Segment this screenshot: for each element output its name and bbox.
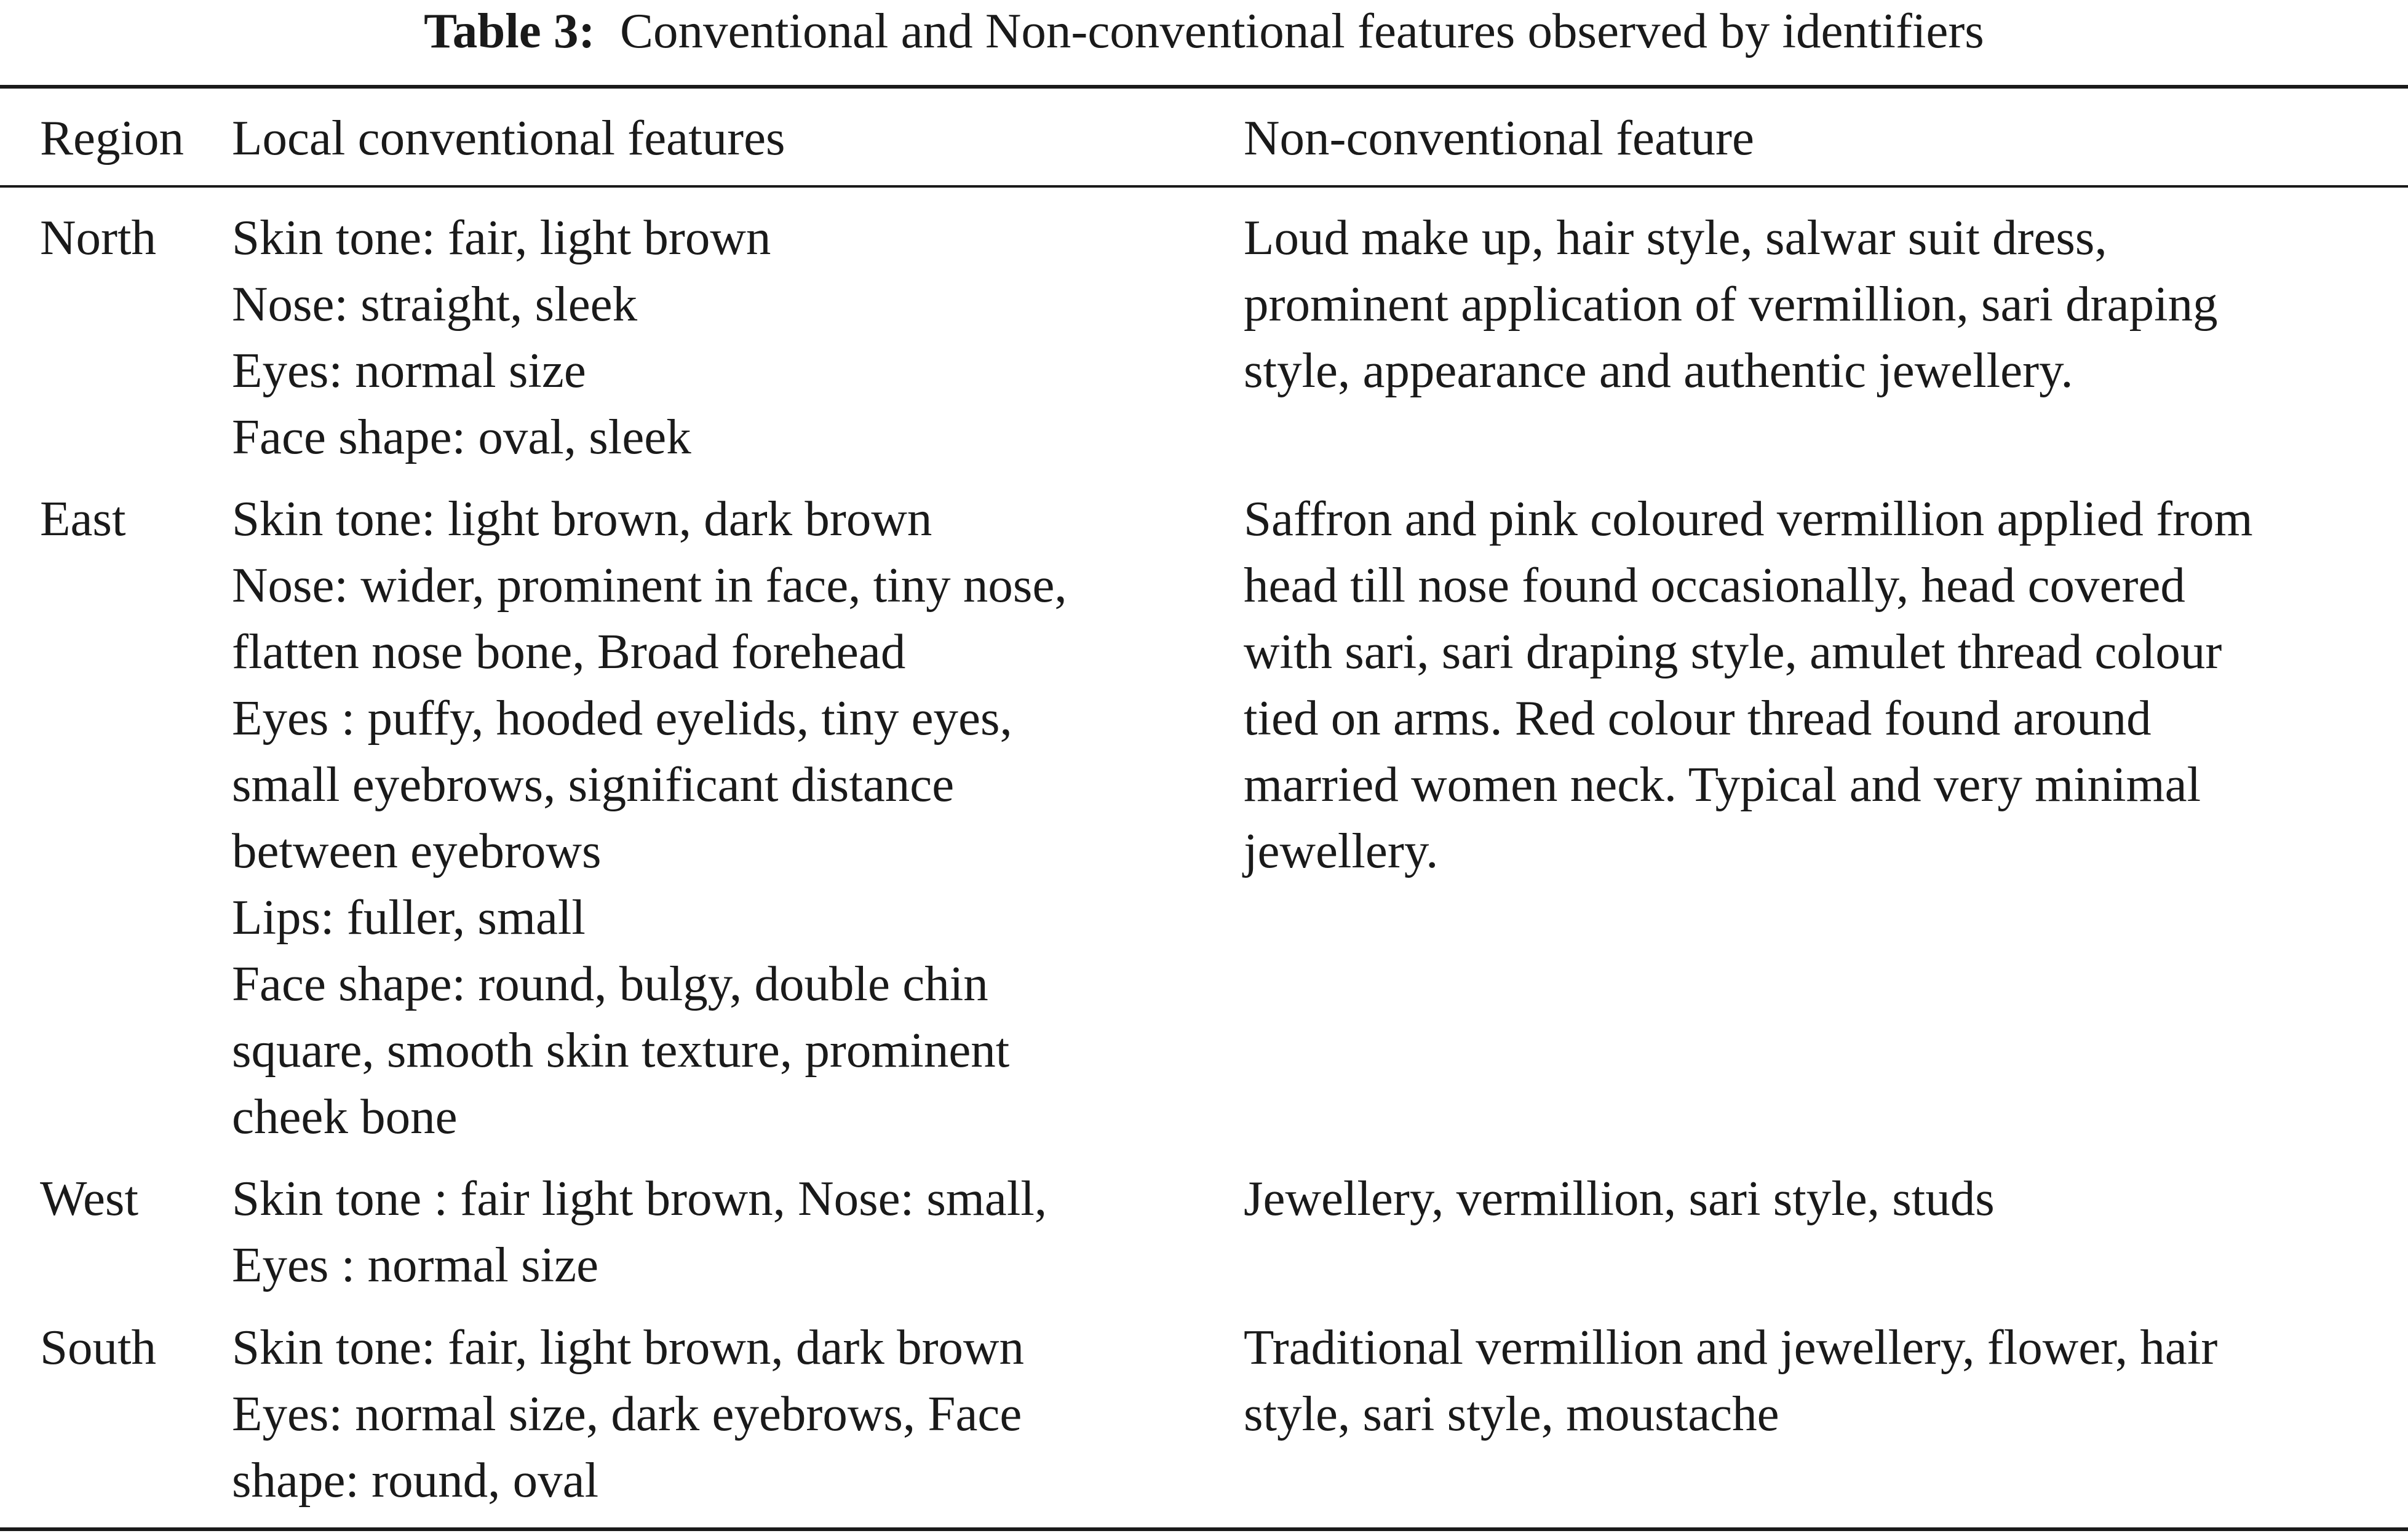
header-region: Region [40,110,184,165]
feature-line: Eyes : normal size [232,1237,599,1292]
feature-line: Face shape: oval, sleek [232,409,691,464]
feature-line: tied on arms. Red colour thread found around [1244,690,2152,746]
feature-line: Jewellery, vermillion, sari style, studs [1244,1171,1995,1226]
region-cell [40,1314,156,1380]
feature-line: cheek bone [232,1089,458,1144]
feature-line: jewellery. [1244,823,1439,878]
feature-line: square, smooth skin texture, prominent [232,1022,1010,1078]
region-name: South [40,1319,157,1375]
feature-line: Loud make up, hair style, salwar suit dress, [1244,210,2107,265]
table-bottom-rule [0,1527,2408,1531]
feature-line: Nose: straight, sleek [232,276,638,332]
table-caption-label: Table 3: [424,3,595,58]
feature-line: style, appearance and authentic jewellery. [1244,343,2073,398]
region-cell [40,204,156,271]
feature-line: Saffron and pink coloured vermillion applied from [1244,491,2253,546]
non-conventional-cell [1244,485,2253,884]
non-conventional-cell [1244,1165,1995,1232]
feature-line: flatten nose bone, Broad forehead [232,624,906,679]
table-top-rule [0,85,2408,89]
feature-line: with sari, sari draping style, amulet thread colour [1244,624,2222,679]
feature-line: Eyes: normal size [232,343,586,398]
feature-line: Skin tone: fair, light brown [232,210,771,265]
feature-line: married women neck. Typical and very minimal [1244,757,2201,812]
region-cell [40,485,125,552]
region-name: West [40,1171,138,1226]
feature-line: Skin tone: light brown, dark brown [232,491,932,546]
feature-line: Nose: wider, prominent in face, tiny nose, [232,557,1067,613]
feature-line: head till nose found occasionally, head covered [1244,557,2185,613]
region-name: North [40,210,156,265]
conventional-cell [232,204,771,470]
region-name: East [40,491,126,546]
feature-line: small eyebrows, significant distance [232,757,955,812]
table-caption [0,1,2408,60]
feature-line: Traditional vermillion and jewellery, flower, hair [1244,1319,2218,1375]
conventional-cell [232,1165,1047,1298]
feature-line: Eyes : puffy, hooded eyelids, tiny eyes, [232,690,1012,746]
conventional-cell [232,1314,1024,1513]
feature-line: prominent application of vermillion, sari draping [1244,276,2218,332]
feature-line: Skin tone : fair light brown, Nose: small, [232,1171,1047,1226]
feature-line: Lips: fuller, small [232,889,586,945]
table-caption-text: Conventional and Non-conventional features observed by identifiers [619,3,1984,58]
non-conventional-cell [1244,204,2218,404]
feature-line: between eyebrows [232,823,602,878]
non-conventional-cell [1244,1314,2217,1447]
header-conventional: Local conventional features [232,110,785,165]
table-header-rule [0,185,2408,188]
feature-line: style, sari style, moustache [1244,1386,1779,1441]
header-non-conventional: Non-conventional feature [1244,110,1754,165]
feature-line: shape: round, oval [232,1452,599,1508]
conventional-cell [232,485,1067,1150]
region-cell [40,1165,138,1232]
feature-line: Face shape: round, bulgy, double chin [232,956,988,1011]
feature-line: Eyes: normal size, dark eyebrows, Face [232,1386,1022,1441]
feature-line: Skin tone: fair, light brown, dark brown [232,1319,1025,1375]
